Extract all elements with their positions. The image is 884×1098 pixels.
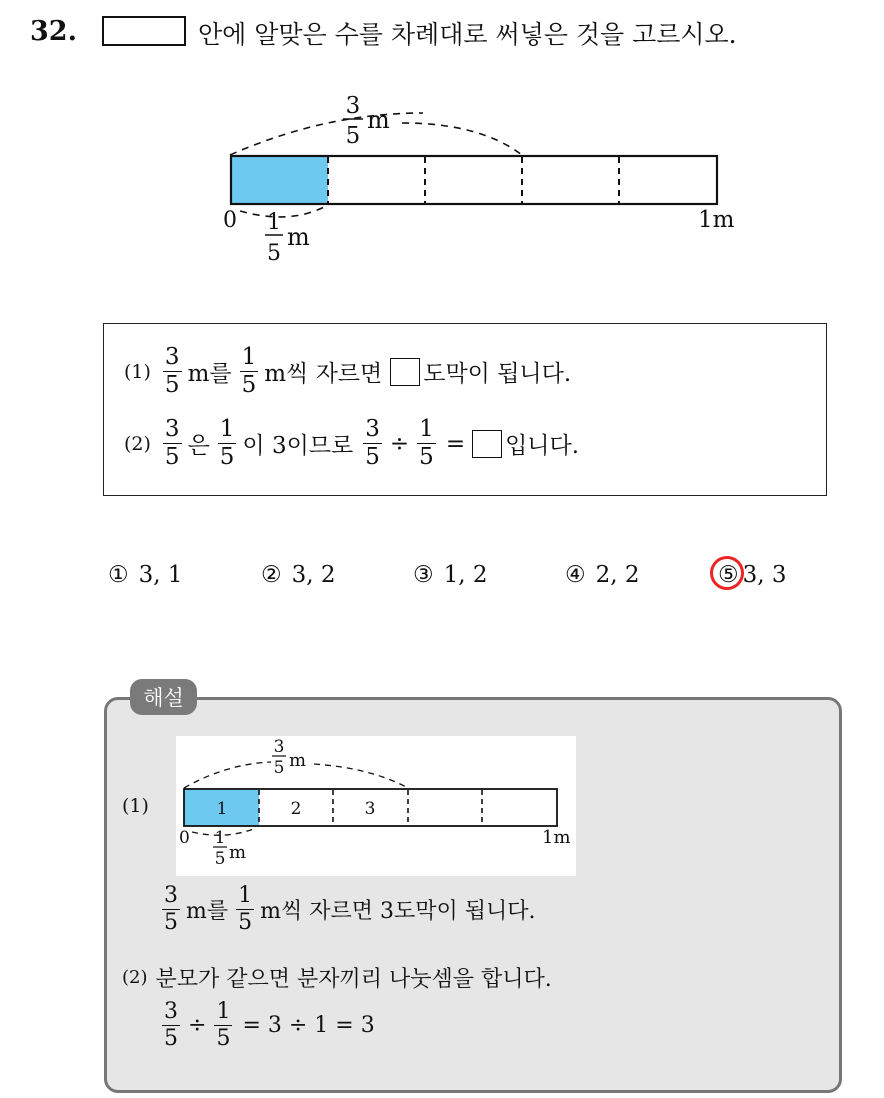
solution-tag: 해설 <box>130 679 197 715</box>
arc-three-fifths-right <box>402 123 522 155</box>
fraction: $\frac{3}{5}$ <box>164 416 180 470</box>
top-frac-num: 3 <box>345 93 361 119</box>
solution-line-1: $\frac{3}{5}$ m를 $\frac{1}{5}$ m씩 자르면 3도막이 됩니다. <box>164 883 536 935</box>
top-frac-den: 5 <box>345 123 361 149</box>
arc-one-fifth <box>240 206 326 217</box>
choice-5[interactable]: ⑤ 3, 3 <box>718 562 787 588</box>
sol-bottom-frac-unit: m <box>229 842 247 863</box>
fraction: $\frac{3}{5}$ <box>164 883 178 935</box>
condition-line-2: (2) $\frac{3}{5}$ 은 $\frac{1}{5}$ 이 3이므로 $\frac{3}{5}$ ÷ $\frac{1}{5}$ = 입니다. <box>124 416 580 470</box>
sol-zero-label: 0 <box>179 828 190 848</box>
sol-one-meter-label: 1m <box>542 827 571 848</box>
answer-blank-box <box>102 16 186 46</box>
fraction: $\frac{3}{5}$ <box>365 416 380 470</box>
fraction: $\frac{3}{5}$ <box>164 344 180 398</box>
bottom-frac-den: 5 <box>267 241 281 266</box>
sol-top-frac-unit: m <box>289 750 307 771</box>
question-text: 안에 알맞은 수를 차례대로 써넣은 것을 고르시오. <box>198 20 737 49</box>
solution-tape-diagram <box>176 736 576 876</box>
seg-label-1: 1 <box>216 799 228 819</box>
choice-1[interactable]: ① 3, 1 <box>108 562 183 588</box>
choice-2[interactable]: ② 3, 2 <box>261 562 336 588</box>
fraction: $\frac{3}{5}$ <box>164 999 178 1051</box>
choice-3[interactable]: ③ 1, 2 <box>413 562 488 588</box>
fraction: $\frac{1}{5}$ <box>216 999 231 1051</box>
fraction: $\frac{1}{5}$ <box>241 344 257 398</box>
arc-three-fifths-left <box>230 113 423 155</box>
shaded-fifth <box>231 156 328 204</box>
sol-bottom-frac-den: 5 <box>214 849 226 869</box>
tape-diagram <box>210 85 770 270</box>
bottom-frac-num: 1 <box>267 210 281 235</box>
conditions-box <box>103 323 827 496</box>
one-meter-label: 1m <box>698 207 735 233</box>
fraction: $\frac{1}{5}$ <box>219 416 235 470</box>
fraction: $\frac{1}{5}$ <box>419 416 434 470</box>
sol-top-frac-den: 5 <box>273 758 285 778</box>
sol-top-frac-num: 3 <box>273 737 285 757</box>
choice-4[interactable]: ④ 2, 2 <box>565 562 640 588</box>
bottom-frac-unit: m <box>287 223 310 251</box>
condition-line-1: (1) $\frac{3}{5}$ m를 $\frac{1}{5}$ m씩 자르면 도막이 됩니다. <box>124 344 572 398</box>
fraction: $\frac{1}{5}$ <box>238 883 253 935</box>
answer-box-2 <box>472 430 502 458</box>
selected-answer-circle <box>707 553 747 593</box>
question-number: 32. <box>30 16 77 47</box>
answer-box-1 <box>390 358 420 386</box>
seg-label-3: 3 <box>364 799 376 819</box>
seg-label-2: 2 <box>290 799 302 819</box>
condition-label: (1) <box>124 360 151 383</box>
zero-label: 0 <box>223 208 237 233</box>
sol-bottom-frac-num: 1 <box>214 828 226 848</box>
solution-part1-label: (1) <box>122 795 149 817</box>
condition-label: (2) <box>124 432 151 455</box>
top-frac-unit: m <box>367 106 390 134</box>
solution-line-2: (2) 분모가 같으면 분자끼리 나눗셈을 합니다. <box>122 967 552 992</box>
solution-line-3: $\frac{3}{5}$ ÷ $\frac{1}{5}$ = 3 ÷ 1 = 3 <box>164 999 375 1051</box>
